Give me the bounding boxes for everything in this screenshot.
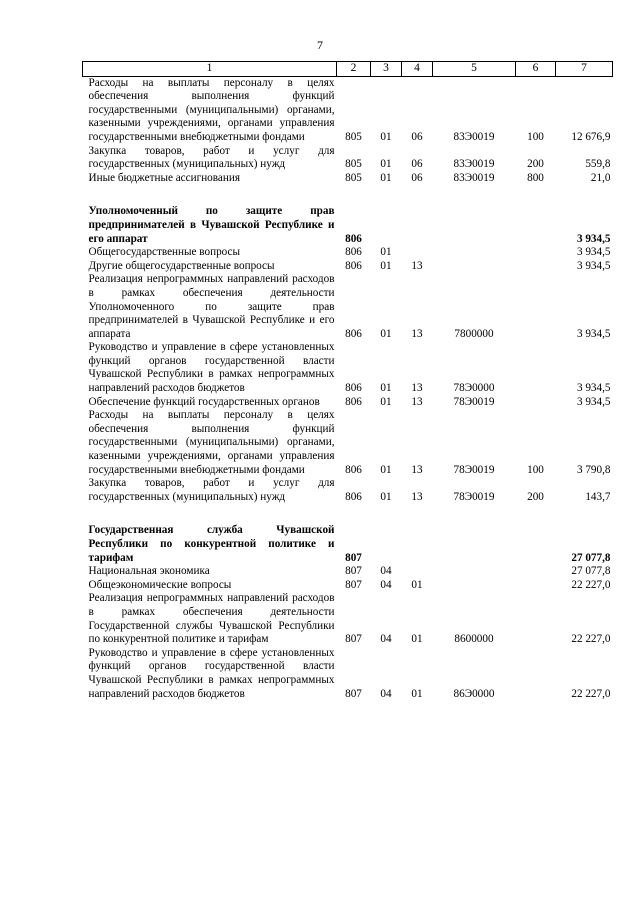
row-expense-type — [516, 524, 556, 565]
row-subsection — [402, 524, 433, 565]
row-subsection — [402, 565, 433, 579]
row-expense-type: 200 — [527, 490, 544, 503]
row-target-article — [433, 579, 516, 593]
table-row — [83, 145, 613, 172]
row-section: 04 — [380, 578, 392, 591]
row-expense-type — [516, 396, 556, 410]
row-target-article — [433, 524, 516, 565]
row-name: Обеспечение функций государственных органов — [88, 395, 320, 408]
row-section: 01 — [380, 246, 392, 259]
header-col-7: 7 — [556, 62, 613, 77]
table-row — [83, 260, 613, 274]
row-subsection: 13 — [411, 259, 423, 272]
row-section: 01 — [380, 395, 392, 408]
row-admin-code: 807 — [345, 565, 362, 578]
row-expense-type — [516, 260, 556, 274]
row-section: 01 — [380, 490, 392, 503]
row-admin-code: 807 — [345, 551, 362, 564]
row-section: 01 — [380, 158, 392, 171]
row-expense-type — [516, 579, 556, 593]
header-col-1: 1 — [83, 62, 337, 77]
row-subsection: 06 — [411, 130, 423, 143]
row-subsection: 13 — [411, 327, 423, 340]
row-target-article: 83Э0019 — [453, 158, 495, 171]
row-admin-code: 806 — [345, 246, 362, 259]
table-row — [83, 341, 613, 395]
row-target-article — [433, 205, 516, 246]
row-subsection: 13 — [411, 490, 423, 503]
header-col-3: 3 — [371, 62, 402, 77]
row-amount: 3 934,5 — [576, 382, 611, 395]
section-gap — [83, 185, 613, 205]
row-expense-type — [516, 647, 556, 701]
table-row — [83, 409, 613, 477]
row-amount: 27 077,8 — [571, 565, 611, 578]
section-heading-row — [83, 524, 613, 565]
row-target-article — [433, 246, 516, 260]
row-admin-code: 805 — [345, 171, 362, 184]
section-gap — [83, 504, 613, 524]
row-section — [371, 205, 402, 246]
row-name: Закупка товаров, работ и услуг для государственных (муниципальных) нужд — [88, 144, 335, 171]
row-amount: 143,7 — [585, 490, 611, 503]
page-number: 7 — [317, 38, 323, 52]
row-admin-code: 805 — [345, 158, 362, 171]
row-subsection: 06 — [411, 171, 423, 184]
row-name: Общегосударственные вопросы — [88, 246, 241, 259]
row-admin-code: 806 — [345, 259, 362, 272]
row-subsection: 13 — [411, 463, 423, 476]
row-expense-type: 200 — [527, 158, 544, 171]
table-row — [83, 579, 613, 593]
row-expense-type — [516, 341, 556, 395]
row-subsection: 01 — [411, 633, 423, 646]
table-body — [83, 76, 613, 701]
row-admin-code: 807 — [345, 578, 362, 591]
row-name: Руководство и управление в сфере установленных функций органов государственной власти Чувашской Республики в рамках непрограммных направлений расходов бюджетов — [88, 341, 335, 395]
row-name: Уполномоченный по защите прав предпринимателей в Чувашской Республике и его аппарат — [88, 205, 335, 245]
row-section: 04 — [380, 565, 392, 578]
row-section: 01 — [380, 171, 392, 184]
row-target-article: 8600000 — [454, 633, 494, 646]
row-subsection: 01 — [411, 687, 423, 700]
row-subsection: 13 — [411, 395, 423, 408]
table-row — [83, 76, 613, 144]
row-amount: 22 227,0 — [571, 578, 611, 591]
table-row — [83, 565, 613, 579]
row-admin-code: 806 — [345, 327, 362, 340]
row-section: 01 — [380, 259, 392, 272]
row-section: 04 — [380, 687, 392, 700]
row-section — [371, 524, 402, 565]
table-row — [83, 172, 613, 186]
row-admin-code: 806 — [345, 382, 362, 395]
row-amount: 559,8 — [585, 158, 611, 171]
row-section: 01 — [380, 130, 392, 143]
table-row — [83, 273, 613, 341]
row-name: Общеэкономические вопросы — [88, 578, 232, 591]
table-row — [83, 477, 613, 504]
header-col-2: 2 — [337, 62, 371, 77]
row-name: Расходы на выплаты персоналу в целях обеспечения выполнения функций государственными (муниципальными) органами, казенными учреждениями, органами управления государственными внебюджетными фондами — [88, 76, 335, 143]
row-name: Руководство и управление в сфере установленных функций органов государственной власти Чувашской Республики в рамках непрограммных направлений расходов бюджетов — [88, 646, 335, 700]
row-amount: 22 227,0 — [571, 687, 611, 700]
row-name: Национальная экономика — [88, 565, 210, 578]
row-subsection: 01 — [411, 578, 423, 591]
row-name: Реализация непрограммных направлений расходов в рамках обеспечения деятельности Государственной службы Чувашской Республики по конкурентной политике и тарифам — [88, 592, 335, 646]
row-expense-type: 100 — [527, 463, 544, 476]
row-subsection: 06 — [411, 158, 423, 171]
row-name: Другие общегосударственные вопросы — [88, 259, 275, 272]
row-amount: 22 227,0 — [571, 633, 611, 646]
row-expense-type — [516, 205, 556, 246]
row-name: Расходы на выплаты персоналу в целях обеспечения выполнения функций государственными (муниципальными) органами, казенными учреждениями, органами управления государственными внебюджетными фондами — [88, 409, 335, 476]
row-admin-code: 807 — [345, 633, 362, 646]
row-admin-code: 805 — [345, 130, 362, 143]
header-col-6: 6 — [516, 62, 556, 77]
row-expense-type — [516, 565, 556, 579]
row-target-article: 83Э0019 — [453, 130, 495, 143]
row-section: 01 — [380, 463, 392, 476]
row-expense-type: 100 — [527, 130, 544, 143]
row-name: Иные бюджетные ассигнования — [88, 171, 240, 184]
row-target-article — [433, 565, 516, 579]
row-section: 01 — [380, 382, 392, 395]
row-amount: 27 077,8 — [571, 551, 611, 564]
row-expense-type — [516, 592, 556, 646]
row-target-article: 78Э0019 — [453, 490, 495, 503]
row-admin-code: 807 — [345, 687, 362, 700]
row-expense-type — [516, 246, 556, 260]
row-target-article: 83Э0019 — [453, 171, 495, 184]
table-header — [83, 62, 613, 77]
row-target-article — [433, 260, 516, 274]
row-amount: 12 676,9 — [571, 130, 611, 143]
row-target-article: 78Э0000 — [453, 382, 495, 395]
row-admin-code: 806 — [345, 490, 362, 503]
row-section: 01 — [380, 327, 392, 340]
row-name: Государственная служба Чувашской Республики по конкурентной политике и тарифам — [88, 524, 335, 564]
row-subsection: 13 — [411, 382, 423, 395]
row-amount: 3 934,5 — [576, 246, 611, 259]
row-target-article: 78Э0019 — [453, 463, 495, 476]
table-row — [83, 647, 613, 701]
section-heading-row — [83, 205, 613, 246]
row-amount: 3 934,5 — [576, 232, 611, 245]
row-amount: 21,0 — [590, 171, 611, 184]
table-row — [83, 246, 613, 260]
row-amount: 3 934,5 — [576, 259, 611, 272]
header-col-4: 4 — [402, 62, 433, 77]
budget-table — [82, 61, 613, 701]
row-subsection — [402, 246, 433, 260]
row-amount: 3 934,5 — [576, 327, 611, 340]
row-name: Реализация непрограммных направлений расходов в рамках обеспечения деятельности Уполномоченного по защите прав предпринимателей в Чувашской Республике и его аппарата — [88, 273, 335, 340]
row-amount: 3 790,8 — [576, 463, 611, 476]
header-col-5: 5 — [433, 62, 516, 77]
row-target-article: 7800000 — [454, 327, 494, 340]
row-expense-type: 800 — [527, 171, 544, 184]
row-name: Закупка товаров, работ и услуг для государственных (муниципальных) нужд — [88, 477, 335, 503]
row-target-article: 78Э0019 — [453, 395, 495, 408]
row-expense-type — [516, 273, 556, 341]
row-target-article: 86Э0000 — [453, 687, 495, 700]
row-admin-code: 806 — [345, 463, 362, 476]
row-section: 04 — [380, 633, 392, 646]
row-admin-code: 806 — [345, 232, 362, 245]
row-subsection — [402, 205, 433, 246]
row-admin-code: 806 — [345, 395, 362, 408]
table-row — [83, 396, 613, 410]
table-row — [83, 592, 613, 646]
row-amount: 3 934,5 — [576, 395, 611, 408]
